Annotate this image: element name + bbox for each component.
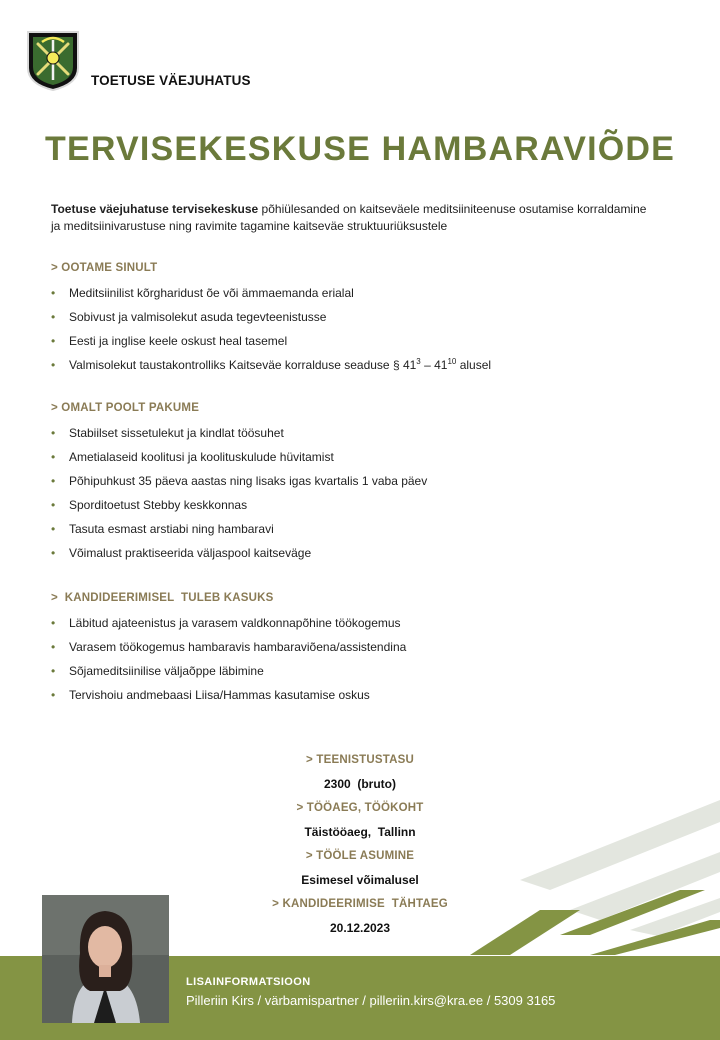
worktime-label: > TÖÖAEG, TÖÖKOHT bbox=[296, 802, 424, 814]
list-item-text: Valmisolekut taustakontrolliks Kaitseväe korralduse seaduse § 41 bbox=[69, 358, 417, 372]
list-item: • Sobivust ja valmisolekut asuda tegevteenistusse bbox=[51, 309, 491, 333]
organization-name: TOETUSE VÄEJUHATUS bbox=[91, 73, 251, 88]
list-item: • Tervishoiu andmebaasi Liisa/Hammas kasutamise oskus bbox=[51, 687, 406, 711]
deadline-value: 20.12.2023 bbox=[329, 921, 391, 935]
requirements-list bbox=[51, 285, 491, 381]
superscript: 3 bbox=[416, 357, 421, 366]
recruiter-photo bbox=[42, 895, 169, 1023]
list-item: • Stabiilset sissetulekut ja kindlat töösuhet bbox=[51, 425, 427, 449]
list-item: • Varasem töökogemus hambaravis hambaraviõena/assistendina bbox=[51, 639, 406, 663]
worktime-value: Täistööaeg, Tallinn bbox=[304, 825, 416, 839]
intro-paragraph bbox=[51, 201, 651, 235]
section-heading-advantages: > KANDIDEERIMISEL TULEB KASUKS bbox=[51, 592, 274, 604]
list-item-text: – 41 bbox=[420, 358, 448, 372]
contact-info: Pilleriin Kirs / värbamispartner / pilleriin.kirs@kra.ee / 5309 3165 bbox=[186, 993, 556, 1008]
deadline-label: > KANDIDEERIMISE TÄHTAEG bbox=[272, 898, 448, 910]
list-item: • Ametialaseid koolitusi ja koolituskulude hüvitamist bbox=[51, 449, 427, 473]
superscript: 10 bbox=[447, 357, 457, 366]
list-item-text: alusel bbox=[456, 358, 492, 372]
contact-label: LISAINFORMATSIOON bbox=[186, 976, 311, 988]
organization-header bbox=[26, 30, 251, 92]
page-title: TERVISEKESKUSE HAMBARAVIÕDE bbox=[44, 130, 675, 168]
intro-bold: Toetuse väejuhatuse tervisekeskuse bbox=[51, 202, 259, 216]
start-value: Esimesel võimalusel bbox=[301, 873, 419, 887]
list-item bbox=[51, 357, 491, 381]
list-item: • Tasuta esmast arstiabi ning hambaravi bbox=[51, 521, 427, 545]
list-item: • Sõjameditsiinilise väljaõppe läbimine bbox=[51, 663, 406, 687]
section-heading-requirements: > OOTAME SINULT bbox=[51, 262, 158, 274]
intro-text: põhiülesanded on kaitseväele meditsiiniteenuse osutamise korraldamine ja meditsiinivarustuse ning ravimite tagamine kaitseväe struktuuriüksustele bbox=[51, 202, 647, 233]
list-item: • Põhipuhkust 35 päeva aastas ning lisaks igas kvartalis 1 vaba päev bbox=[51, 473, 427, 497]
list-item: • Meditsiinilist kõrgharidust õe või ämmaemanda erialal bbox=[51, 285, 491, 309]
advantages-list bbox=[51, 615, 406, 711]
military-crest-icon bbox=[26, 30, 80, 92]
list-item: • Läbitud ajateenistus ja varasem valdkonnapõhine töökogemus bbox=[51, 615, 406, 639]
offer-list bbox=[51, 425, 427, 569]
start-label: > TÖÖLE ASUMINE bbox=[305, 850, 415, 862]
salary-label: > TEENISTUSTASU bbox=[306, 754, 414, 766]
section-heading-offer: > OMALT POOLT PAKUME bbox=[51, 402, 200, 414]
list-item: • Võimalust praktiseerida väljaspool kaitseväge bbox=[51, 545, 427, 569]
salary-value: 2300 (bruto) bbox=[323, 777, 396, 791]
list-item: • Eesti ja inglise keele oskust heal tasemel bbox=[51, 333, 491, 357]
list-item: • Sporditoetust Stebby keskkonnas bbox=[51, 497, 427, 521]
